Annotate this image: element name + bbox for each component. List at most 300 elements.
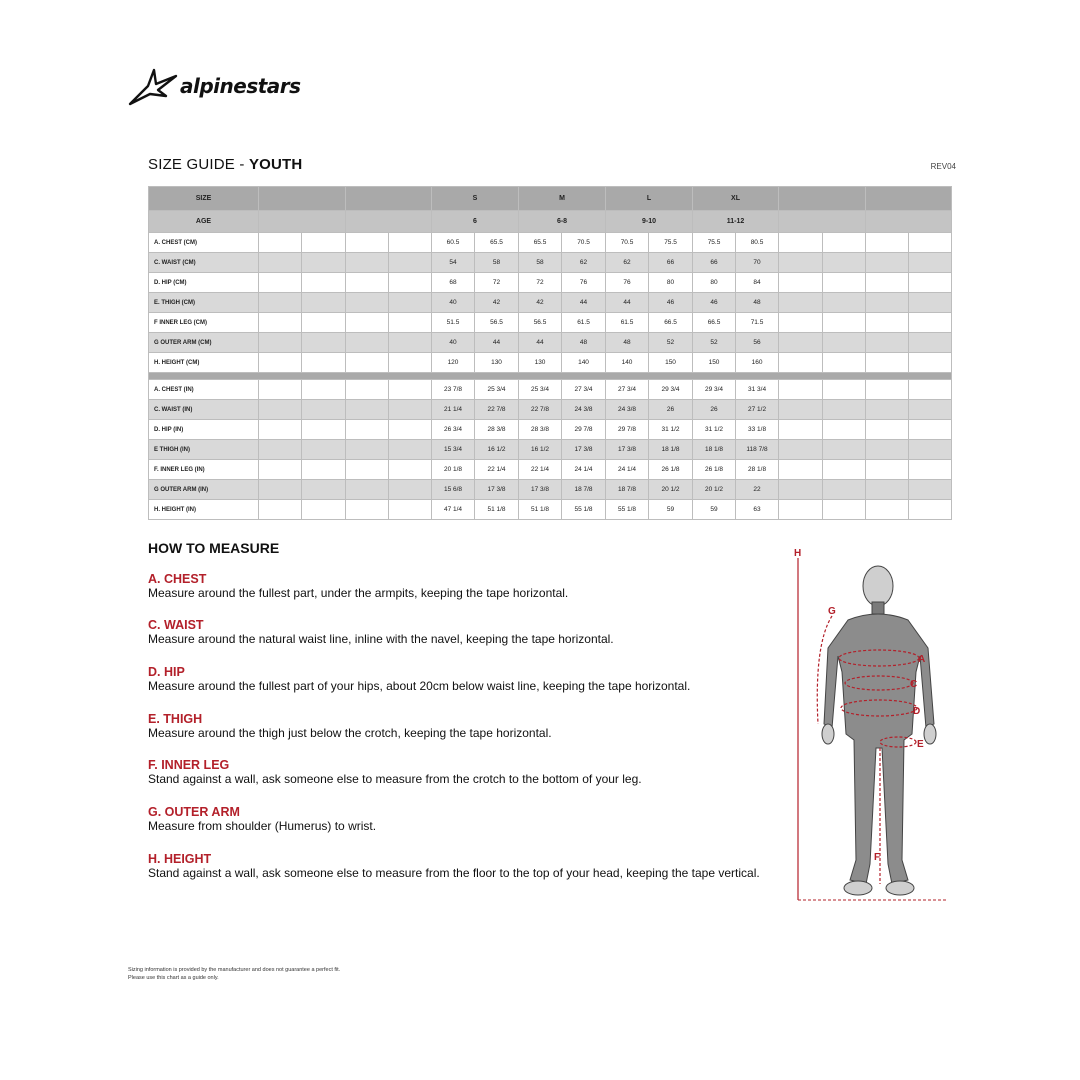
table-cell: 26 1/8 [649, 460, 693, 480]
size-row-value: S [432, 187, 519, 211]
table-cell: 130 [519, 353, 562, 373]
empty-cell [302, 500, 346, 520]
table-cell: 66 [693, 253, 736, 273]
measure-title: C. WAIST [148, 618, 204, 632]
title-prefix: SIZE GUIDE - [148, 156, 249, 173]
table-cell: 54 [432, 253, 475, 273]
empty-cell [909, 333, 952, 353]
empty-cell [823, 480, 866, 500]
empty-cell [389, 233, 432, 253]
table-cell: 140 [606, 353, 649, 373]
measure-description: Measure around the thigh just below the crotch, keeping the tape horizontal. [148, 726, 552, 740]
table-cell: 46 [693, 293, 736, 313]
empty-cell [779, 273, 823, 293]
table-cell: 28 1/8 [736, 460, 779, 480]
table-row [149, 480, 952, 500]
measure-item [148, 758, 768, 787]
table-cell: 29 3/4 [693, 380, 736, 400]
label-a: A [918, 654, 926, 665]
row-label: G OUTER ARM (CM) [149, 333, 259, 353]
empty-cell [909, 420, 952, 440]
empty-cell [259, 211, 346, 233]
empty-cell [909, 500, 952, 520]
empty-cell [302, 293, 346, 313]
table-cell: 150 [693, 353, 736, 373]
page-title [148, 156, 302, 173]
table-cell: 17 3/8 [562, 440, 606, 460]
measure-title: H. HEIGHT [148, 852, 212, 866]
empty-cell [259, 460, 302, 480]
empty-cell [909, 353, 952, 373]
row-label: D. HIP (IN) [149, 420, 259, 440]
table-row [149, 233, 952, 253]
empty-cell [779, 253, 823, 273]
table-cell: 24 1/4 [606, 460, 649, 480]
table-row [149, 460, 952, 480]
age-row-value: 11-12 [693, 211, 779, 233]
empty-cell [389, 293, 432, 313]
empty-cell [302, 420, 346, 440]
label-c: C [910, 679, 918, 690]
size-row-value: L [606, 187, 693, 211]
empty-cell [389, 480, 432, 500]
empty-cell [866, 187, 952, 211]
empty-cell [823, 273, 866, 293]
empty-cell [866, 313, 909, 333]
table-cell: 80 [693, 273, 736, 293]
table-cell: 46 [649, 293, 693, 313]
table-cell: 31 1/2 [649, 420, 693, 440]
measure-item [148, 665, 768, 694]
empty-cell [779, 313, 823, 333]
table-cell: 71.5 [736, 313, 779, 333]
empty-cell [302, 273, 346, 293]
empty-cell [259, 500, 302, 520]
empty-cell [346, 273, 389, 293]
table-cell: 29 3/4 [649, 380, 693, 400]
empty-cell [909, 273, 952, 293]
brand-wordmark: alpinestars [180, 74, 301, 98]
table-cell: 70.5 [606, 233, 649, 253]
empty-cell [259, 440, 302, 460]
table-cell: 16 1/2 [519, 440, 562, 460]
empty-cell [866, 233, 909, 253]
empty-cell [346, 480, 389, 500]
empty-cell [823, 380, 866, 400]
table-cell: 52 [693, 333, 736, 353]
empty-cell [259, 293, 302, 313]
empty-cell [389, 440, 432, 460]
row-label: C. WAIST (CM) [149, 253, 259, 273]
table-cell: 18 1/8 [693, 440, 736, 460]
empty-cell [302, 313, 346, 333]
empty-cell [389, 333, 432, 353]
age-row-value: 9-10 [606, 211, 693, 233]
table-cell: 47 1/4 [432, 500, 475, 520]
empty-cell [779, 187, 866, 211]
revision-label: REV04 [930, 162, 956, 171]
empty-cell [866, 273, 909, 293]
empty-cell [779, 460, 823, 480]
table-cell: 48 [736, 293, 779, 313]
table-cell: 26 3/4 [432, 420, 475, 440]
table-cell: 66.5 [649, 313, 693, 333]
label-h: H [794, 548, 802, 559]
table-separator [149, 373, 952, 380]
table-cell: 42 [475, 293, 519, 313]
empty-cell [779, 500, 823, 520]
table-cell: 65.5 [519, 233, 562, 253]
row-label: A. CHEST (IN) [149, 380, 259, 400]
measure-item [148, 572, 768, 601]
table-cell: 72 [519, 273, 562, 293]
table-cell: 58 [519, 253, 562, 273]
table-cell: 150 [649, 353, 693, 373]
empty-cell [346, 500, 389, 520]
measure-item [148, 805, 768, 834]
empty-cell [259, 380, 302, 400]
empty-cell [389, 353, 432, 373]
table-row [149, 440, 952, 460]
empty-cell [259, 420, 302, 440]
table-cell: 56.5 [475, 313, 519, 333]
body-figure [792, 544, 952, 906]
table-cell: 52 [649, 333, 693, 353]
disclaimer-line-2: Please use this chart as a guide only. [128, 975, 219, 981]
table-cell: 26 [693, 400, 736, 420]
empty-cell [866, 333, 909, 353]
table-cell: 22 [736, 480, 779, 500]
measure-title: G. OUTER ARM [148, 805, 240, 819]
measure-item [148, 618, 768, 647]
table-cell: 130 [475, 353, 519, 373]
empty-cell [346, 440, 389, 460]
empty-cell [346, 333, 389, 353]
empty-cell [302, 333, 346, 353]
table-cell: 62 [606, 253, 649, 273]
table-cell: 75.5 [649, 233, 693, 253]
empty-cell [866, 353, 909, 373]
measure-item [148, 712, 768, 741]
table-row [149, 313, 952, 333]
empty-cell [779, 400, 823, 420]
empty-cell [823, 353, 866, 373]
empty-cell [779, 353, 823, 373]
age-row [149, 211, 952, 233]
table-cell: 15 3/4 [432, 440, 475, 460]
table-cell: 28 3/8 [519, 420, 562, 440]
empty-cell [389, 313, 432, 333]
empty-cell [823, 233, 866, 253]
table-cell: 118 7/8 [736, 440, 779, 460]
table-cell: 24 1/4 [562, 460, 606, 480]
empty-cell [302, 253, 346, 273]
measure-description: Measure around the natural waist line, inline with the navel, keeping the tape horizontal. [148, 632, 614, 646]
table-cell: 17 3/8 [519, 480, 562, 500]
row-label: E THIGH (IN) [149, 440, 259, 460]
size-row-value: XL [693, 187, 779, 211]
row-label: H. HEIGHT (IN) [149, 500, 259, 520]
empty-cell [259, 313, 302, 333]
table-cell: 29 7/8 [562, 420, 606, 440]
table-cell: 44 [519, 333, 562, 353]
table-cell: 17 3/8 [606, 440, 649, 460]
empty-cell [346, 460, 389, 480]
empty-cell [823, 400, 866, 420]
measure-description: Stand against a wall, ask someone else to measure from the floor to the top of your head, keeping the tape vertical. [148, 866, 760, 880]
empty-cell [866, 460, 909, 480]
empty-cell [909, 480, 952, 500]
table-cell: 80 [649, 273, 693, 293]
table-cell: 51.5 [432, 313, 475, 333]
table-cell: 80.5 [736, 233, 779, 253]
empty-cell [259, 333, 302, 353]
table-cell: 21 1/4 [432, 400, 475, 420]
empty-cell [302, 440, 346, 460]
measure-description: Measure around the fullest part of your hips, about 20cm below waist line, keeping the tape horizontal. [148, 679, 691, 693]
row-label: G OUTER ARM (IN) [149, 480, 259, 500]
empty-cell [779, 211, 866, 233]
empty-cell [346, 211, 432, 233]
star-icon [128, 68, 178, 108]
row-label: A. CHEST (CM) [149, 233, 259, 253]
empty-cell [866, 380, 909, 400]
table-row [149, 333, 952, 353]
empty-cell [823, 420, 866, 440]
table-cell: 58 [475, 253, 519, 273]
table-cell: 26 [649, 400, 693, 420]
empty-cell [302, 380, 346, 400]
measure-description: Measure from shoulder (Humerus) to wrist. [148, 819, 377, 833]
empty-cell [866, 211, 952, 233]
table-cell: 55 1/8 [606, 500, 649, 520]
table-cell: 20 1/8 [432, 460, 475, 480]
table-cell: 42 [519, 293, 562, 313]
measure-title: D. HIP [148, 665, 185, 679]
empty-cell [259, 187, 346, 211]
empty-cell [909, 313, 952, 333]
empty-cell [259, 480, 302, 500]
row-label: E. THIGH (CM) [149, 293, 259, 313]
table-cell: 22 7/8 [475, 400, 519, 420]
table-cell: 56 [736, 333, 779, 353]
table-cell: 31 1/2 [693, 420, 736, 440]
table-cell: 20 1/2 [693, 480, 736, 500]
empty-cell [389, 400, 432, 420]
empty-cell [909, 440, 952, 460]
empty-cell [823, 500, 866, 520]
table-row [149, 380, 952, 400]
table-cell: 24 3/8 [562, 400, 606, 420]
measure-description: Measure around the fullest part, under the armpits, keeping the tape horizontal. [148, 586, 569, 600]
table-cell: 44 [606, 293, 649, 313]
table-row [149, 353, 952, 373]
empty-cell [779, 233, 823, 253]
empty-cell [823, 333, 866, 353]
table-cell: 62 [562, 253, 606, 273]
empty-cell [346, 380, 389, 400]
table-cell: 76 [562, 273, 606, 293]
table-cell: 26 1/8 [693, 460, 736, 480]
size-table [148, 186, 952, 520]
table-cell: 17 3/8 [475, 480, 519, 500]
empty-cell [823, 253, 866, 273]
empty-cell [302, 400, 346, 420]
age-row-value: 6 [432, 211, 519, 233]
size-row [149, 187, 952, 211]
empty-cell [389, 460, 432, 480]
empty-cell [346, 233, 389, 253]
table-cell: 18 1/8 [649, 440, 693, 460]
empty-cell [779, 380, 823, 400]
empty-cell [866, 500, 909, 520]
measure-description: Stand against a wall, ask someone else to measure from the crotch to the bottom of your leg. [148, 772, 642, 786]
table-cell: 27 3/4 [606, 380, 649, 400]
table-cell: 27 3/4 [562, 380, 606, 400]
empty-cell [389, 500, 432, 520]
table-cell: 33 1/8 [736, 420, 779, 440]
table-cell: 22 1/4 [475, 460, 519, 480]
table-cell: 160 [736, 353, 779, 373]
size-row-value: M [519, 187, 606, 211]
empty-cell [389, 420, 432, 440]
empty-cell [909, 380, 952, 400]
empty-cell [346, 353, 389, 373]
table-cell: 18 7/8 [606, 480, 649, 500]
empty-cell [389, 380, 432, 400]
table-cell: 24 3/8 [606, 400, 649, 420]
table-cell: 28 3/8 [475, 420, 519, 440]
table-cell: 48 [606, 333, 649, 353]
empty-cell [823, 293, 866, 313]
brand-logo [128, 68, 328, 108]
table-row [149, 400, 952, 420]
empty-cell [909, 400, 952, 420]
table-cell: 120 [432, 353, 475, 373]
empty-cell [823, 440, 866, 460]
table-cell: 40 [432, 293, 475, 313]
empty-cell [823, 460, 866, 480]
age-row-label: AGE [149, 211, 259, 233]
table-cell: 84 [736, 273, 779, 293]
table-cell: 18 7/8 [562, 480, 606, 500]
table-cell: 44 [562, 293, 606, 313]
table-cell: 25 3/4 [519, 380, 562, 400]
table-cell: 140 [562, 353, 606, 373]
empty-cell [389, 253, 432, 273]
empty-cell [909, 233, 952, 253]
table-cell: 51 1/8 [519, 500, 562, 520]
disclaimer-line-1: Sizing information is provided by the manufacturer and does not guarantee a perfect fit. [128, 967, 341, 973]
table-cell: 31 3/4 [736, 380, 779, 400]
empty-cell [346, 293, 389, 313]
table-cell: 25 3/4 [475, 380, 519, 400]
table-cell: 44 [475, 333, 519, 353]
table-cell: 61.5 [562, 313, 606, 333]
empty-cell [346, 313, 389, 333]
table-cell: 29 7/8 [606, 420, 649, 440]
table-cell: 76 [606, 273, 649, 293]
empty-cell [909, 293, 952, 313]
empty-cell [866, 253, 909, 273]
table-cell: 48 [562, 333, 606, 353]
empty-cell [259, 273, 302, 293]
measure-item [148, 852, 768, 881]
table-cell: 72 [475, 273, 519, 293]
table-row [149, 293, 952, 313]
table-cell: 66 [649, 253, 693, 273]
table-cell: 40 [432, 333, 475, 353]
table-cell: 63 [736, 500, 779, 520]
empty-cell [779, 420, 823, 440]
empty-cell [302, 233, 346, 253]
empty-cell [866, 293, 909, 313]
empty-cell [866, 480, 909, 500]
label-d: D [913, 706, 921, 717]
table-cell: 22 1/4 [519, 460, 562, 480]
table-cell: 15 6/8 [432, 480, 475, 500]
table-cell: 23 7/8 [432, 380, 475, 400]
separator-cell [149, 373, 952, 380]
title-emphasis: YOUTH [248, 156, 303, 173]
empty-cell [779, 333, 823, 353]
table-cell: 60.5 [432, 233, 475, 253]
table-cell: 65.5 [475, 233, 519, 253]
table-cell: 51 1/8 [475, 500, 519, 520]
body-silhouette [824, 566, 934, 884]
empty-cell [346, 187, 432, 211]
table-cell: 59 [693, 500, 736, 520]
empty-cell [259, 353, 302, 373]
empty-cell [866, 400, 909, 420]
empty-cell [909, 460, 952, 480]
size-row-label: SIZE [149, 187, 259, 211]
empty-cell [779, 293, 823, 313]
table-cell: 55 1/8 [562, 500, 606, 520]
table-row [149, 273, 952, 293]
row-label: C. WAIST (IN) [149, 400, 259, 420]
table-cell: 56.5 [519, 313, 562, 333]
table-row [149, 253, 952, 273]
disclaimer [128, 966, 340, 982]
empty-cell [346, 420, 389, 440]
empty-cell [259, 253, 302, 273]
table-row [149, 500, 952, 520]
row-label: F. INNER LEG (IN) [149, 460, 259, 480]
row-label: D. HIP (CM) [149, 273, 259, 293]
label-g: G [828, 606, 836, 617]
age-row-value: 6-8 [519, 211, 606, 233]
empty-cell [346, 253, 389, 273]
measure-title: E. THIGH [148, 712, 203, 726]
table-cell: 59 [649, 500, 693, 520]
measure-title: A. CHEST [148, 572, 207, 586]
table-cell: 16 1/2 [475, 440, 519, 460]
table-cell: 75.5 [693, 233, 736, 253]
empty-cell [302, 480, 346, 500]
row-label: H. HEIGHT (CM) [149, 353, 259, 373]
empty-cell [259, 233, 302, 253]
table-cell: 70.5 [562, 233, 606, 253]
empty-cell [909, 253, 952, 273]
empty-cell [389, 273, 432, 293]
label-e: E [917, 739, 924, 750]
table-cell: 20 1/2 [649, 480, 693, 500]
empty-cell [866, 440, 909, 460]
empty-cell [302, 353, 346, 373]
empty-cell [346, 400, 389, 420]
empty-cell [779, 440, 823, 460]
